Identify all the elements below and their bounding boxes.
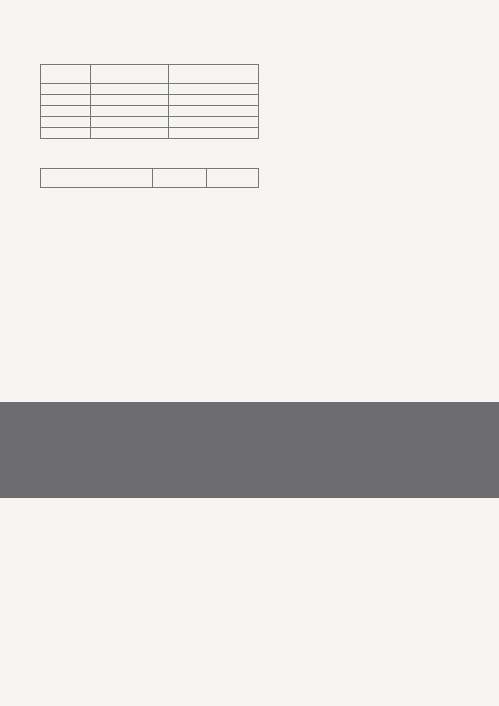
table-row [41,106,259,117]
column-header [91,65,169,84]
table-row [41,95,259,106]
table-row [41,128,259,139]
table-cell [41,117,91,128]
table-cell [169,106,259,117]
table-cell [91,128,169,139]
table-cell [41,95,91,106]
column-header [207,169,259,188]
table-cell [91,106,169,117]
table-cell [169,128,259,139]
table-cell [41,106,91,117]
table-cell [91,95,169,106]
table-cell [91,117,169,128]
column-header [153,169,207,188]
table-cell [169,84,259,95]
table-cell [41,84,91,95]
table-cell [169,117,259,128]
table-row [41,84,259,95]
table-header-row [41,65,259,84]
exposure-table [40,168,259,188]
table-row [41,117,259,128]
address-table [40,562,250,572]
column-header [169,65,259,84]
other-address-table [272,64,482,94]
column-header [41,65,91,84]
table-cell [169,95,259,106]
column-header [41,169,153,188]
table-cell [91,84,169,95]
table-cell [41,128,91,139]
table-header-row [41,169,259,188]
program-table [272,517,482,527]
title-banner [0,402,499,498]
resolution-table [40,64,259,139]
